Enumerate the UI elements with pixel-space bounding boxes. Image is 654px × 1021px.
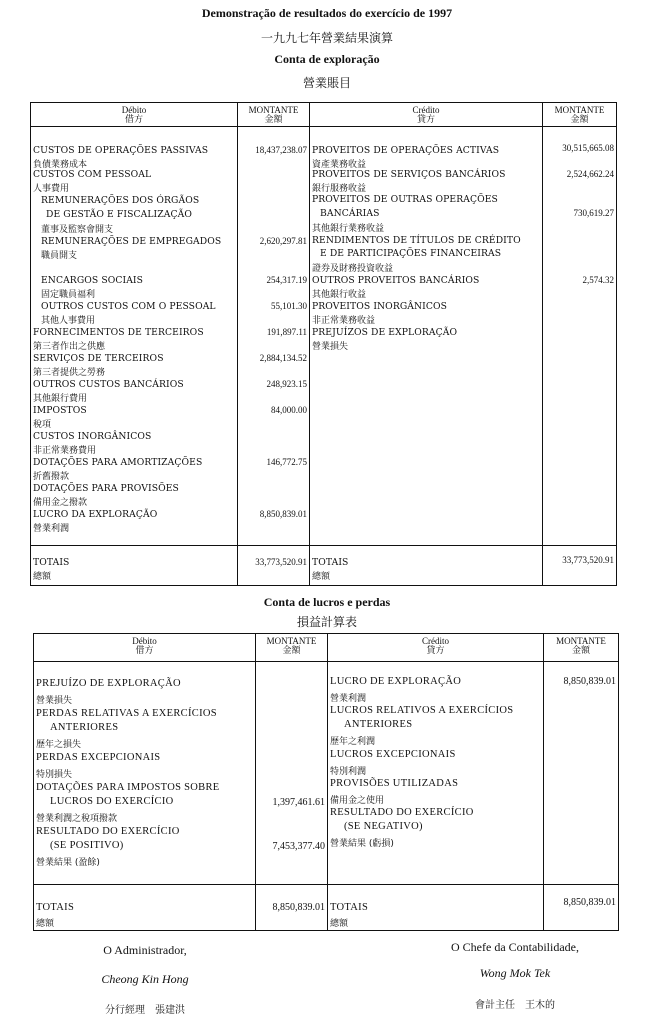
debit-amounts-cell	[238, 127, 310, 546]
credit-item-zh: 非正常業務收益	[312, 316, 376, 326]
debit-amount: 2,620,297.81	[259, 236, 307, 246]
totals-label-cell	[34, 885, 256, 931]
debit-header: Débito 借方	[31, 103, 238, 127]
debit-item: DOTAÇÕES PARA IMPOSTOS SOBRE	[36, 782, 220, 793]
montante-header: MONTANTE 金額	[238, 103, 310, 127]
debit-item: ENCARGOS SOCIAIS	[41, 275, 144, 286]
debit-item: PERDAS RELATIVAS A EXERCÍCIOS	[36, 708, 217, 719]
debit-items-cell	[34, 662, 256, 885]
debit-item-zh: 特別損失	[36, 770, 73, 780]
debit-amount: 1,397,461.61	[272, 797, 325, 808]
credit-item-zh: 銀行服務收益	[312, 184, 367, 194]
credit-item: PROVISÕES UTILIZADAS	[330, 778, 459, 789]
credit-header: Crédito 貸方	[328, 634, 544, 662]
debit-amount: 7,453,377.40	[272, 841, 325, 852]
debit-amounts-cell	[256, 662, 328, 885]
credit-item: RESULTADO DO EXERCÍCIO	[330, 807, 474, 818]
montante-header: MONTANTE 金額	[256, 634, 328, 662]
debit-item: FORNECIMENTOS DE TERCEIROS	[33, 327, 204, 338]
credit-item: PROVEITOS INORGÂNICOS	[312, 301, 448, 312]
debit-item: LUCRO DA EXPLORAÇÃO	[33, 509, 158, 520]
debit-item: REMUNERAÇÕES DE EMPREGADOS	[41, 236, 222, 247]
credit-item: PREJUÍZOS DE EXPLORAÇÃO	[312, 327, 458, 338]
debit-item-zh: 營業損失	[36, 696, 73, 706]
signature-right-name: Wong Mok Tek	[479, 966, 551, 980]
montante-header: MONTANTE 金額	[543, 103, 617, 127]
credit-item-zh: 證券及財務投資收益	[312, 264, 394, 274]
credit-item: OUTROS PROVEITOS BANCÁRIOS	[312, 275, 480, 286]
debit-amount: 8,850,839.01	[259, 509, 307, 519]
totals-debit-cell	[256, 885, 328, 931]
credit-item-zh: 備用金之使用	[330, 796, 385, 806]
totals-label-cell	[31, 546, 238, 586]
credit-item-zh: 其他銀行收益	[312, 290, 367, 300]
credit-item: PROVEITOS DE OUTRAS OPERAÇÕES	[312, 194, 498, 205]
credit-item-cont: ANTERIORES	[344, 719, 413, 730]
debit-item: CUSTOS COM PESSOAL	[33, 169, 152, 180]
totals-credit-cell	[543, 546, 617, 586]
credit-item-zh: 特別利潤	[330, 767, 367, 777]
totals-label-zh: 總額	[312, 572, 331, 582]
totals-label: TOTAIS	[312, 557, 349, 568]
debit-item: SERVIÇOS DE TERCEIROS	[33, 353, 164, 364]
document-title: Demonstração de resultados do exercício de 1997	[201, 6, 453, 20]
debit-item: RESULTADO DO EXERCÍCIO	[36, 826, 180, 837]
debit-item-zh: 職員開支	[41, 251, 78, 261]
credit-items-cell	[328, 662, 544, 885]
totals-label-zh: 總額	[33, 572, 52, 582]
credit-amount: 2,574.32	[582, 275, 614, 285]
credit-item: LUCROS RELATIVOS A EXERCÍCIOS	[330, 705, 514, 716]
credit-amounts-cell	[544, 662, 619, 885]
credit-item-cont: BANCÁRIAS	[320, 208, 380, 219]
credit-amount: 730,619.27	[573, 208, 614, 218]
totals-label-zh: 總額	[36, 919, 55, 929]
totals-debit-amount: 33,773,520.91	[255, 557, 307, 567]
credit-item: PROVEITOS DE OPERAÇÕES ACTIVAS	[312, 145, 500, 156]
debit-amount: 254,317.19	[266, 275, 307, 285]
debit-item: OUTROS CUSTOS BANCÁRIOS	[33, 379, 184, 390]
totals-credit-amount: 33,773,520.91	[562, 555, 614, 565]
totals-label-zh: 總額	[330, 919, 349, 929]
montante-header: MONTANTE 金額	[544, 634, 619, 662]
credit-items-cell	[310, 127, 543, 546]
section-title-exploracao-zh: 營業賬目	[302, 76, 351, 90]
debit-item-zh: 其他銀行費用	[33, 394, 88, 404]
debit-item-zh: 稅項	[33, 420, 52, 430]
credit-item-zh: 歷年之利潤	[330, 737, 376, 747]
debit-item: REMUNERAÇÕES DOS ÓRGÃOS	[41, 195, 200, 206]
debit-item-zh: 營業結果 (盈餘)	[36, 858, 100, 868]
section-title-lucros-zh: 損益計算表	[296, 615, 357, 629]
debit-item-zh: 第三者作出之供應	[33, 342, 106, 352]
debit-item-zh: 其他人事費用	[41, 316, 96, 326]
credit-amount: 8,850,839.01	[563, 676, 616, 687]
debit-amount: 146,772.75	[266, 457, 307, 467]
debit-item-zh: 營業利潤之稅項撥款	[36, 814, 118, 824]
document-title-zh: 一九九七年營業結果演算	[260, 31, 393, 45]
section-title-exploracao: Conta de exploração	[274, 52, 380, 66]
credit-item-zh: 營業利潤	[330, 694, 367, 704]
debit-amount: 55,101.30	[271, 301, 307, 311]
totals-debit-amount: 8,850,839.01	[272, 902, 325, 913]
debit-item-zh: 第三者提供之勞務	[33, 368, 106, 378]
debit-item-zh: 固定職員福利	[41, 290, 96, 300]
credit-item-cont: E DE PARTICIPAÇÕES FINANCEIRAS	[320, 248, 502, 259]
section-title-lucros: Conta de lucros e perdas	[263, 595, 391, 609]
credit-item: PROVEITOS DE SERVIÇOS BANCÁRIOS	[312, 169, 506, 180]
credit-header: Crédito 貸方	[310, 103, 543, 127]
debit-item-cont: DE GESTÃO E FISCALIZAÇÃO	[46, 209, 192, 220]
debit-item-zh: 負債業務成本	[33, 160, 88, 170]
totals-credit-amount: 8,850,839.01	[563, 897, 616, 908]
credit-item: LUCRO DE EXPLORAÇÃO	[330, 676, 462, 687]
debit-item: IMPOSTOS	[33, 405, 87, 416]
debit-item: DOTAÇÕES PARA AMORTIZAÇÕES	[33, 457, 203, 468]
signature-left-name: Cheong Kin Hong	[101, 972, 189, 986]
credit-item-zh: 營業結果 (虧損)	[330, 839, 394, 849]
totals-credit-cell	[544, 885, 619, 931]
debit-item: DOTAÇÕES PARA PROVISÕES	[33, 483, 179, 494]
credit-amount: 2,524,662.24	[566, 169, 614, 179]
credit-item-zh: 營業損失	[312, 342, 349, 352]
debit-item-zh: 備用金之撥款	[33, 498, 88, 508]
debit-amount: 84,000.00	[271, 405, 307, 415]
debit-item-zh: 折舊撥款	[33, 472, 70, 482]
debit-item: CUSTOS DE OPERAÇÕES PASSIVAS	[33, 145, 209, 156]
debit-item-zh: 歷年之損失	[36, 740, 82, 750]
totals-label: TOTAIS	[330, 902, 369, 913]
debit-items-cell	[31, 127, 238, 546]
debit-item-cont: ANTERIORES	[50, 722, 119, 733]
debit-amount: 191,897.11	[266, 327, 307, 337]
debit-amount: 2,884,134.52	[259, 353, 307, 363]
debit-item: OUTROS CUSTOS COM O PESSOAL	[41, 301, 216, 312]
credit-item-zh: 其他銀行業務收益	[312, 224, 385, 234]
signature-left-role: O Administrador,	[103, 943, 187, 957]
debit-header: Débito 借方	[34, 634, 256, 662]
exploracao-table	[30, 102, 617, 586]
totals-label: TOTAIS	[36, 902, 75, 913]
credit-item-cont: (SE NEGATIVO)	[344, 821, 423, 832]
signature-right-role: O Chefe da Contabilidade,	[451, 940, 579, 954]
credit-item-zh: 資產業務收益	[312, 160, 367, 170]
signature-left-zh: 分行經理 張建洪	[105, 1005, 185, 1016]
credit-item: LUCROS EXCEPCIONAIS	[330, 749, 456, 760]
totals-label-cell	[328, 885, 544, 931]
debit-item: PREJUÍZO DE EXPLORAÇÃO	[36, 678, 181, 689]
signature-right-zh: 會計主任 王木的	[475, 1000, 555, 1011]
debit-amount: 18,437,238.07	[255, 145, 307, 155]
debit-amount: 248,923.15	[266, 379, 307, 389]
totals-label: TOTAIS	[33, 557, 70, 568]
debit-item-cont: LUCROS DO EXERCÍCIO	[50, 796, 174, 807]
totals-label-cell	[310, 546, 543, 586]
debit-item-cont: (SE POSITIVO)	[50, 840, 124, 851]
credit-amounts-cell	[543, 127, 617, 546]
debit-item-zh: 人事費用	[33, 184, 70, 194]
debit-item-zh: 非正常業務費用	[33, 446, 97, 456]
totals-debit-cell	[238, 546, 310, 586]
debit-item: PERDAS EXCEPCIONAIS	[36, 752, 161, 763]
debit-item-zh: 營業利潤	[33, 524, 70, 534]
credit-amount: 30,515,665.08	[562, 143, 614, 153]
debit-item-zh: 董事及監察會開支	[41, 225, 114, 235]
credit-item: RENDIMENTOS DE TÍTULOS DE CRÉDITO	[312, 235, 521, 246]
debit-item: CUSTOS INORGÂNICOS	[33, 431, 152, 442]
lucros-table	[33, 633, 619, 931]
